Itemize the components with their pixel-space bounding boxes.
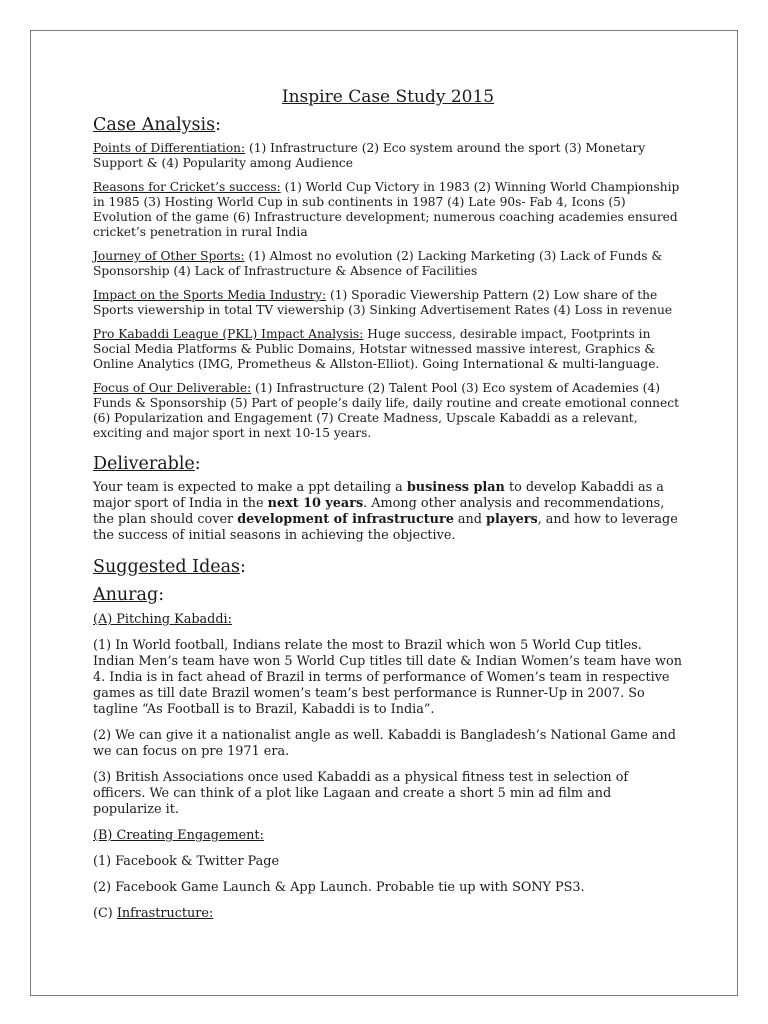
- item-text: (1) World Cup Victory in 1983 (2) Winning World Championship in 1985 (3) Hosting World Cup in sub continents in 1987 (4) Late 90s- Fab 4, Icons (5) Evolution of the game (6) Infrastructure development; numerous coaching academies ensured cricket’s penetration in rural India: [93, 180, 680, 239]
- deliverable-text-5: , and how to leverage the success of initial seasons in achieving the objective.: [93, 512, 678, 543]
- section-b-heading: [93, 828, 683, 844]
- deliverable-bold-3: development of infrastructure: [237, 512, 454, 527]
- item-text: (1) Infrastructure (2) Eco system around the sport (3) Monetary Support & (4) Popularity among Audience: [93, 141, 646, 170]
- reasons-for-cricket-success: [93, 180, 683, 240]
- section-b-label: (B) Creating Engagement:: [93, 828, 264, 843]
- document-content: [93, 87, 683, 922]
- suggested-ideas-heading-text: Suggested Ideas: [93, 557, 241, 577]
- section-b-paragraph: (1) Facebook & Twitter Page: [93, 854, 280, 869]
- section-b-paragraph: (2) Facebook Game Launch & App Launch. Probable tie up with SONY PS3.: [93, 880, 585, 895]
- item-label: Impact on the Sports Media Industry:: [93, 288, 327, 302]
- case-analysis-heading-colon: :: [215, 115, 222, 135]
- deliverable-text-3: . Among other analysis and recommendations, the plan should cover: [93, 496, 665, 527]
- journey-of-other-sports: [93, 249, 683, 279]
- suggested-ideas-heading-colon: :: [240, 557, 246, 577]
- item-label: Focus of Our Deliverable:: [93, 381, 252, 395]
- item-text: Huge success, desirable impact, Footprints in Social Media Platforms & Public Domains, Hotstar witnessed massive interest, Graphics & Online Analytics (IMG, Prometheus & Allston-Elliot). Going International & multi-language.: [93, 327, 660, 371]
- item-text: (1) Infrastructure (2) Talent Pool (3) Eco system of Academies (4) Funds & Sponsorship (5) Part of people’s daily life, daily routine and create emotional connect (6) Popularization and Engagement (7) Create Madness, Upscale Kabaddi as a relevant, exciting and major sport in next 10-15 years.: [93, 381, 679, 440]
- deliverable-text-2: to develop Kabaddi as a major sport of India in the: [93, 480, 664, 511]
- document-page: [30, 30, 738, 996]
- section-a-paragraph: (3) British Associations once used Kabaddi as a physical fitness test in selection of officers. We can think of a plot like Lagaan and create a short 5 min ad film and popularize it.: [93, 770, 629, 817]
- pkl-impact-analysis: [93, 327, 683, 372]
- item-label: Points of Differentiation:: [93, 141, 246, 155]
- deliverable-bold-4: players: [486, 512, 538, 527]
- deliverable-heading-text: Deliverable: [93, 454, 195, 474]
- page-title: Inspire Case Study 2015: [281, 87, 495, 107]
- points-of-differentiation: [93, 141, 683, 171]
- section-a-paragraph: (2) We can give it a nationalist angle as well. Kabaddi is Bangladesh’s National Game and we can focus on pre 1971 era.: [93, 728, 676, 759]
- item-label: Journey of Other Sports:: [93, 249, 245, 263]
- section-c-prefix: (C): [93, 906, 117, 921]
- item-label: Pro Kabaddi League (PKL) Impact Analysis:: [93, 327, 364, 341]
- deliverable-bold-2: next 10 years: [267, 496, 364, 511]
- section-a-label: (A) Pitching Kabaddi:: [93, 612, 232, 627]
- anurag-heading-colon: :: [158, 585, 165, 605]
- deliverable-heading: [93, 453, 683, 475]
- item-text: (1) Almost no evolution (2) Lacking Marketing (3) Lack of Funds & Sponsorship (4) Lack of Infrastructure & Absence of Facilities: [93, 249, 663, 278]
- impact-on-sports-media: [93, 288, 683, 318]
- item-label: Reasons for Cricket’s success:: [93, 180, 281, 194]
- deliverable-text-4: and: [453, 512, 487, 527]
- case-analysis-heading: [93, 114, 683, 136]
- anurag-heading-text: Anurag: [93, 585, 159, 605]
- deliverable-paragraph: [93, 480, 683, 544]
- deliverable-heading-colon: :: [194, 454, 201, 474]
- section-c-label: Infrastructure:: [116, 906, 214, 921]
- deliverable-bold-1: business plan: [406, 480, 505, 495]
- focus-of-deliverable: [93, 381, 683, 441]
- section-c-heading: [93, 906, 683, 922]
- deliverable-text-1: Your team is expected to make a ppt detailing a: [93, 480, 407, 495]
- item-text: (1) Sporadic Viewership Pattern (2) Low share of the Sports viewership in total TV viewership (3) Sinking Advertisement Rates (4) Loss in revenue: [93, 288, 673, 317]
- anurag-heading: [93, 584, 683, 606]
- section-a-paragraph: (1) In World football, Indians relate the most to Brazil which won 5 World Cup titles. Indian Men’s team have won 5 World Cup titles till date & Indian Women’s team have won 4. India is in fact ahead of Brazil in terms of performance of Women’s team in respective games as till date Brazil women’s team’s best performance is Runner-Up in 2007. So tagline “As Football is to Brazil, Kabaddi is to India”.: [93, 638, 682, 717]
- section-a-heading: [93, 612, 683, 628]
- suggested-ideas-heading: [93, 556, 683, 578]
- case-analysis-heading-text: Case Analysis: [93, 115, 216, 135]
